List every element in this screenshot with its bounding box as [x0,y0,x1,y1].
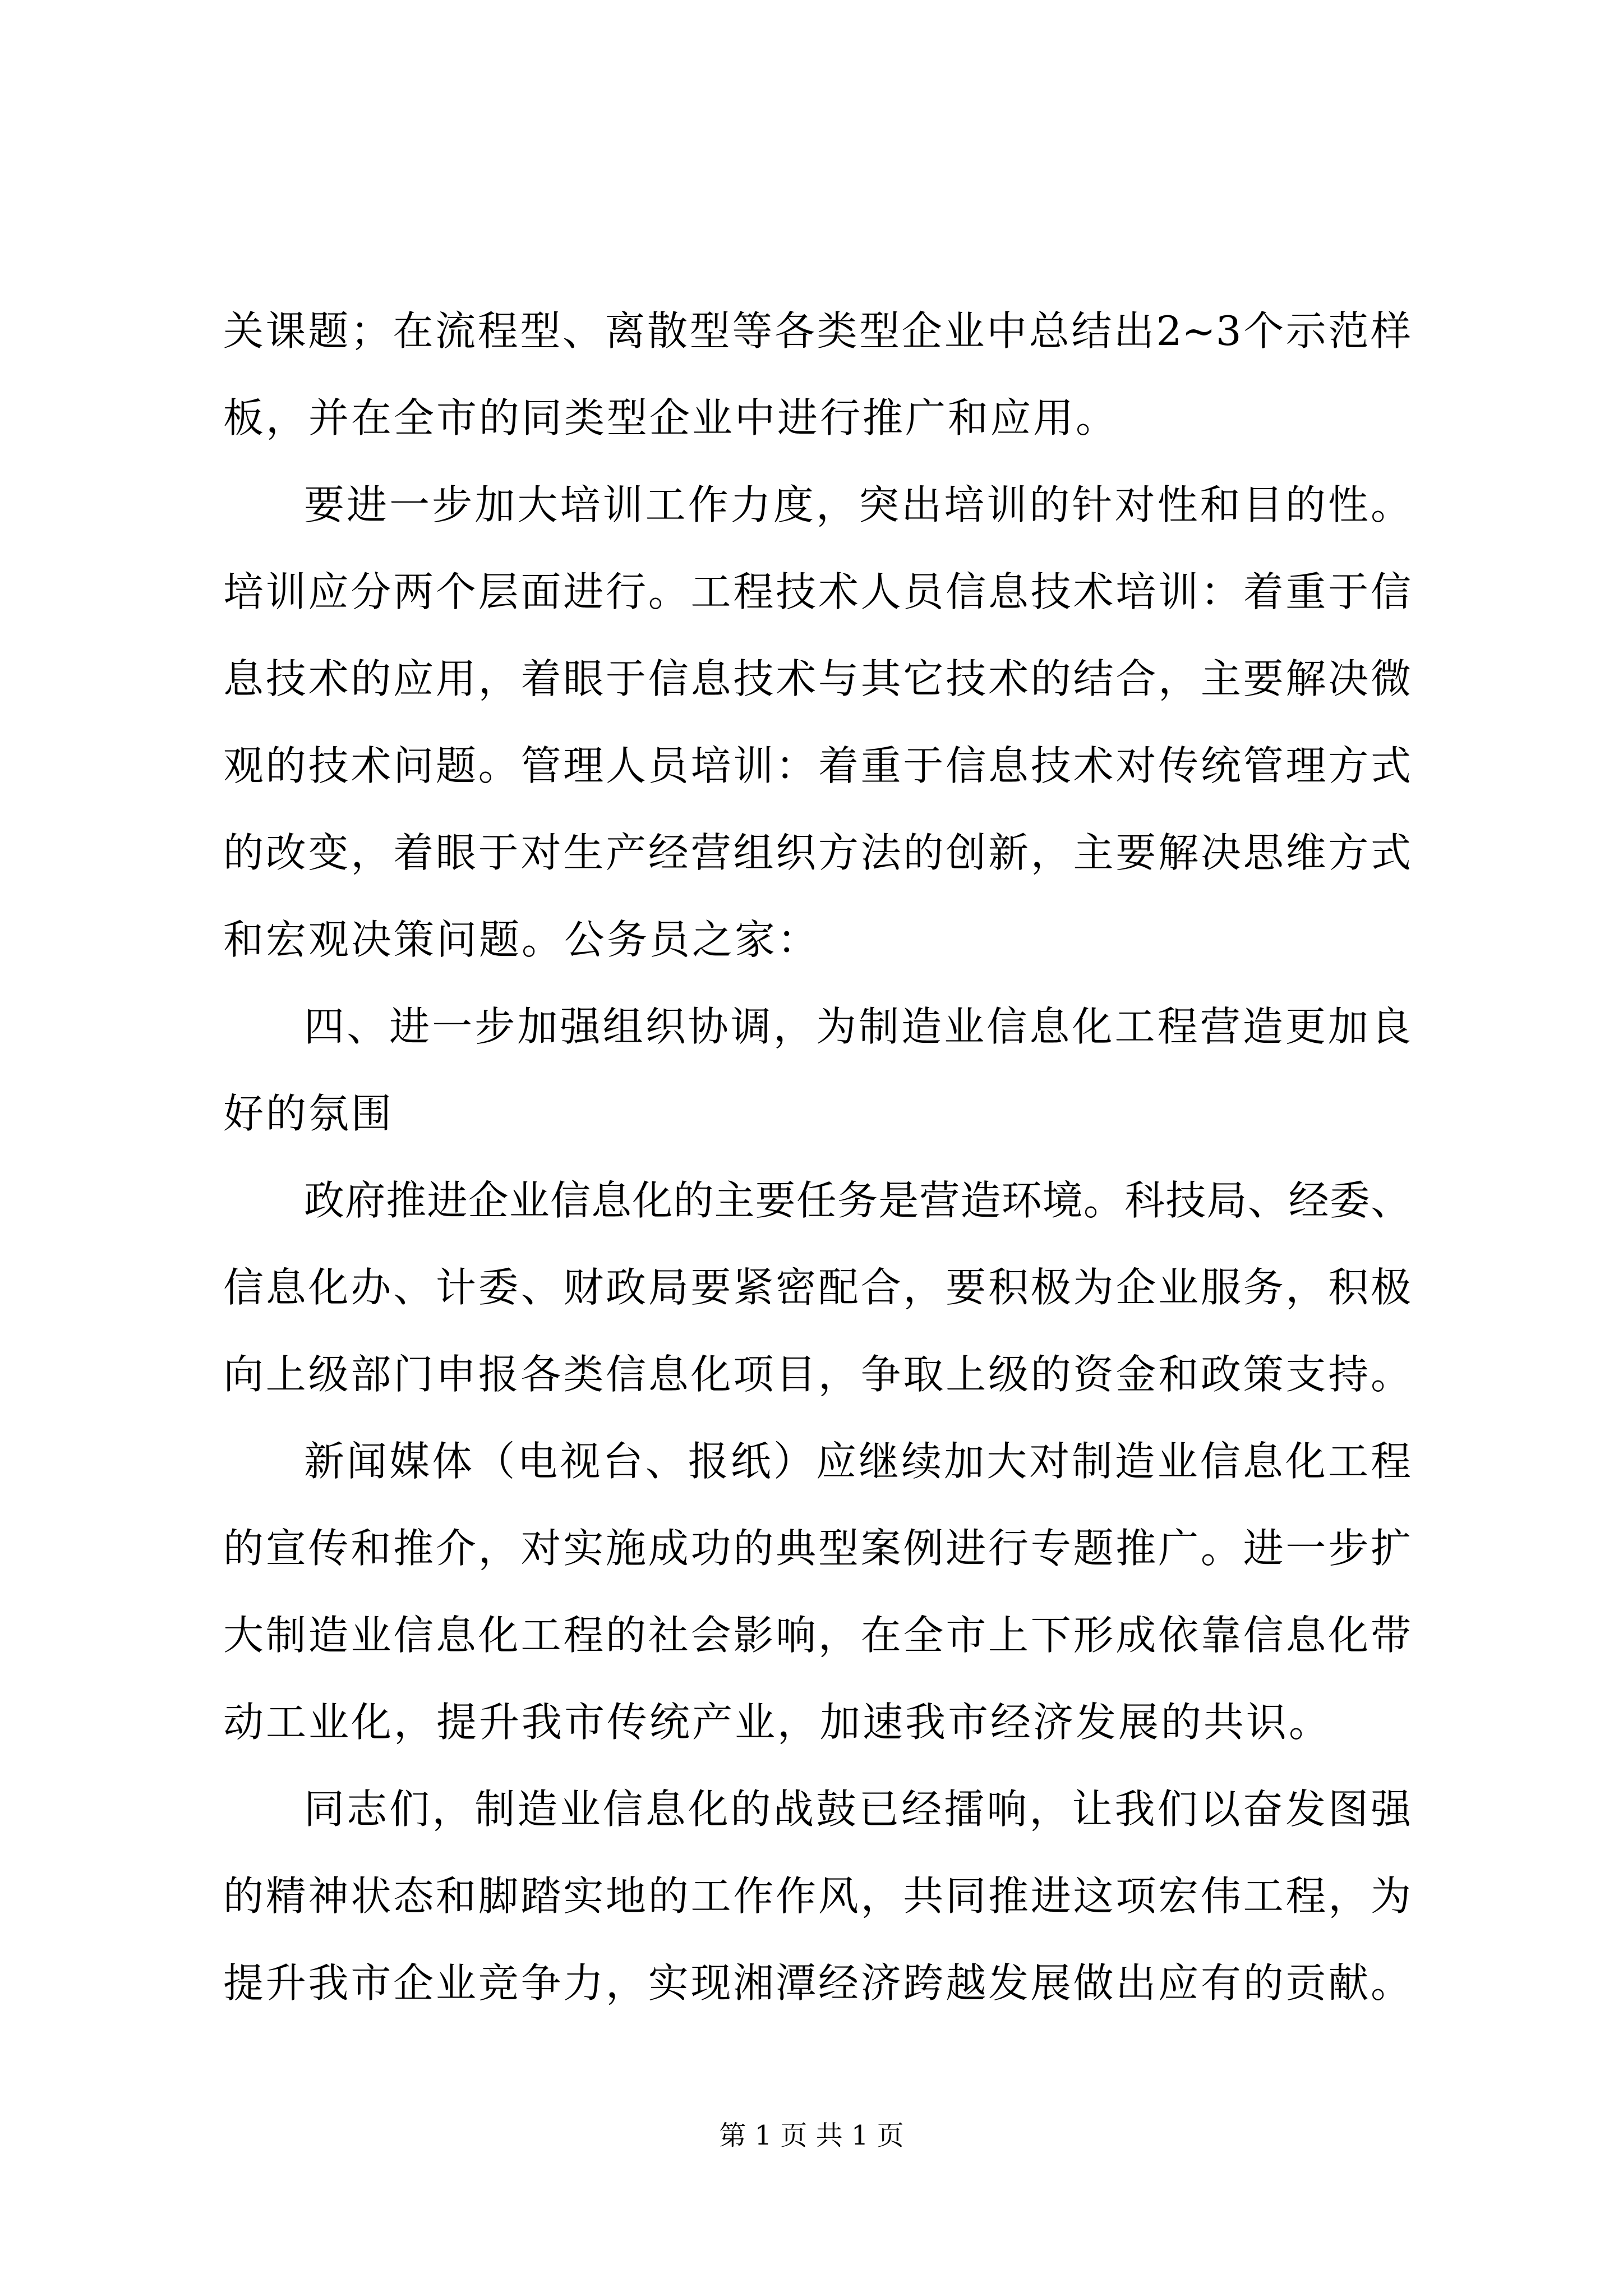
text-line: 好的氛围 [223,1090,394,1137]
text-line: 的宣传和推介，对实施成功的典型案例进行专题推广。进一步扩 [223,1525,1411,1572]
text-line: 息技术的应用，着眼于信息技术与其它技术的结合，主要解决微 [223,655,1411,702]
text-line: 同志们，制造业信息化的战鼓已经擂响，让我们以奋发图强 [304,1786,1411,1833]
text-line: 培训应分两个层面进行。工程技术人员信息技术培训：着重于信 [223,568,1411,615]
text-line: 和宏观决策问题。公务员之家： [223,916,820,963]
paragraph [223,1418,1411,1766]
text-line: 观的技术问题。管理人员培训：着重于信息技术对传统管理方式 [223,742,1411,789]
text-line: 关课题；在流程型、离散型等各类型企业中总结出2~3个示范样 [223,307,1411,355]
text-line: 信息化办、计委、财政局要紧密配合，要积极为企业服务，积极 [223,1264,1411,1311]
document-body [223,288,1411,2027]
section-heading [223,983,1411,1157]
text-line: 大制造业信息化工程的社会影响，在全市上下形成依靠信息化带 [223,1612,1411,1659]
paragraph [223,1766,1411,2027]
text-line: 政府推进企业信息化的主要任务是营造环境。科技局、经委、 [304,1177,1411,1224]
paragraph [223,1157,1411,1418]
text-line: 的改变，着眼于对生产经营组织方法的创新，主要解决思维方式 [223,829,1411,876]
paragraph [223,288,1411,462]
text-line: 向上级部门申报各类信息化项目，争取上级的资金和政策支持。 [223,1351,1411,1398]
text-line: 的精神状态和脚踏实地的工作作风，共同推进这项宏伟工程，为 [223,1872,1411,1920]
page-footer: 第 1 页 共 1 页 [719,2120,904,2151]
text-line: 新闻媒体（电视台、报纸）应继续加大对制造业信息化工程 [304,1438,1411,1485]
text-line: 板，并在全市的同类型企业中进行推广和应用。 [223,394,1119,441]
text-line: 要进一步加大培训工作力度，突出培训的针对性和目的性。 [304,481,1411,528]
text-line: 四、进一步加强组织协调，为制造业信息化工程营造更加良 [304,1003,1411,1050]
text-line: 提升我市企业竞争力，实现湘潭经济跨越发展做出应有的贡献。 [223,1959,1411,2007]
text-line: 动工业化，提升我市传统产业，加速我市经济发展的共识。 [223,1699,1332,1746]
paragraph [223,462,1411,983]
